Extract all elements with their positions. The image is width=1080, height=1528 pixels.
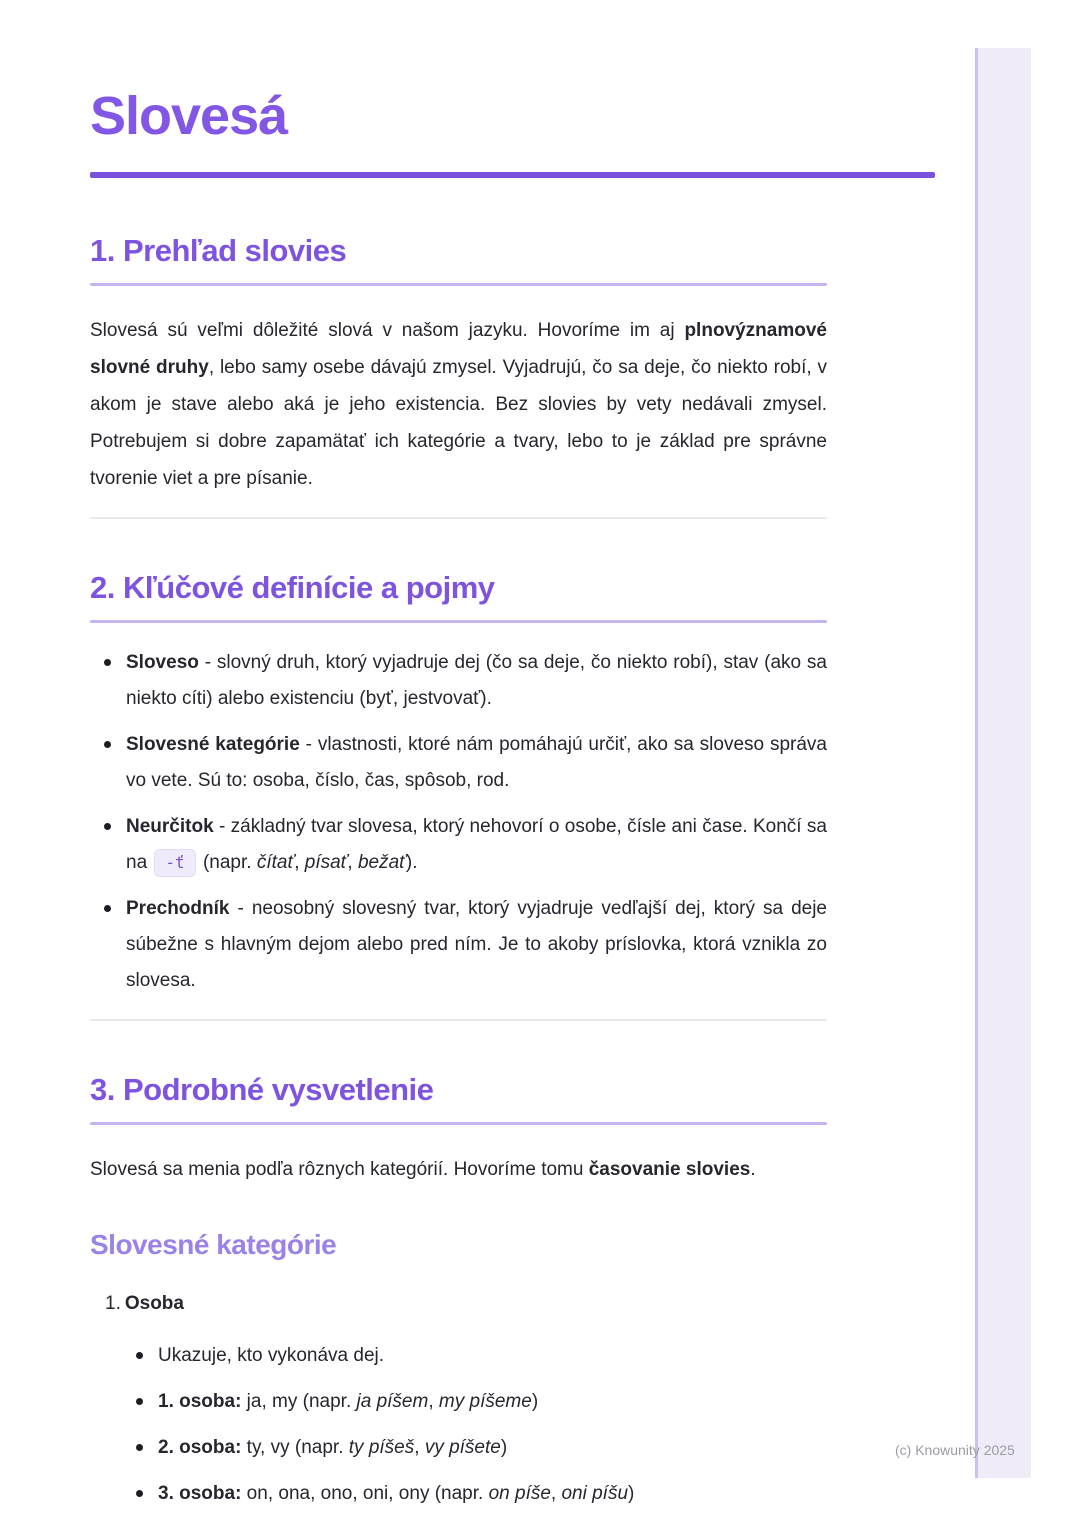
section-1-heading-rule xyxy=(90,283,827,286)
list-item: 2. osoba: ty, vy (napr. ty píšeš, vy píšete) xyxy=(158,1430,827,1466)
section-divider xyxy=(90,1019,827,1021)
list-item: Ukazuje, kto vykonáva dej. xyxy=(158,1338,827,1374)
section-definitions xyxy=(90,569,827,999)
list-item: 1. osoba: ja, my (napr. ja píšem, my píšeme) xyxy=(158,1384,827,1420)
next-page-edge xyxy=(975,48,1031,1478)
definitions-list xyxy=(90,645,827,999)
item-number: 1. xyxy=(105,1293,121,1314)
section-3-heading-rule xyxy=(90,1122,827,1125)
list-item: Slovesné kategórie - vlastnosti, ktoré nám pomáhajú určiť, ako sa sloveso správa vo vete. Sú to: osoba, číslo, čas, spôsob, rod. xyxy=(126,727,827,799)
section-divider xyxy=(90,517,827,519)
categories-list xyxy=(90,1290,827,1512)
document-content xyxy=(90,0,827,1522)
section-1-heading: 1. Prehľad slovies xyxy=(90,233,347,268)
list-item: Prechodník - neosobný slovesný tvar, ktorý vyjadruje vedľajší dej, ktorý sa deje súbežne s hlavným dejom alebo pred ním. Je to akoby príslovka, ktorá vznikla zo slovesa. xyxy=(126,891,827,999)
list-item: Sloveso - slovný druh, ktorý vyjadruje dej (čo sa deje, čo niekto robí), stav (ako sa niekto cíti) alebo existenciu (byť, jestvovať). xyxy=(126,645,827,717)
title-divider xyxy=(90,172,935,178)
section-3-heading: 3. Podrobné vysvetlenie xyxy=(90,1072,434,1107)
section-1-paragraph: Slovesá sú veľmi dôležité slová v našom jazyku. Hovoríme im aj plnovýznamové slovné druhy, lebo samy osebe dávajú zmysel. Vyjadrujú, čo sa deje, čo niekto robí, v akom je stave alebo aká je jeho existencia. Bez slovies by vety nedávali zmysel. Potrebujem si dobre zapamätať ich kategórie a tvary, lebo to je základ pre správne tvorenie viet a pre písanie. xyxy=(90,320,828,489)
list-item: Neurčitok - základný tvar slovesa, ktorý nehovorí o osobe, čísle ani čase. Končí sa na -ť (napr. čítať, písať, bežať). xyxy=(126,809,827,881)
section-3-paragraph: Slovesá sa menia podľa rôznych kategórií. Hovoríme tomu časovanie slovies. xyxy=(90,1159,756,1180)
item-label: Osoba xyxy=(124,1293,184,1314)
copyright-note: (c) Knowunity 2025 xyxy=(895,1442,1015,1458)
section-explanation xyxy=(90,1071,827,1512)
numbered-item-osoba xyxy=(90,1290,827,1512)
section-2-heading: 2. Kľúčové definície a pojmy xyxy=(90,570,495,605)
list-item: 3. osoba: on, ona, ono, oni, ony (napr. on píše, oni píšu) xyxy=(158,1476,827,1512)
subsection-heading: Slovesné kategórie xyxy=(90,1229,337,1260)
section-2-heading-rule xyxy=(90,620,827,623)
osoba-sublist xyxy=(120,1338,827,1512)
page-title: Slovesá xyxy=(90,86,288,146)
section-overview xyxy=(90,232,827,497)
